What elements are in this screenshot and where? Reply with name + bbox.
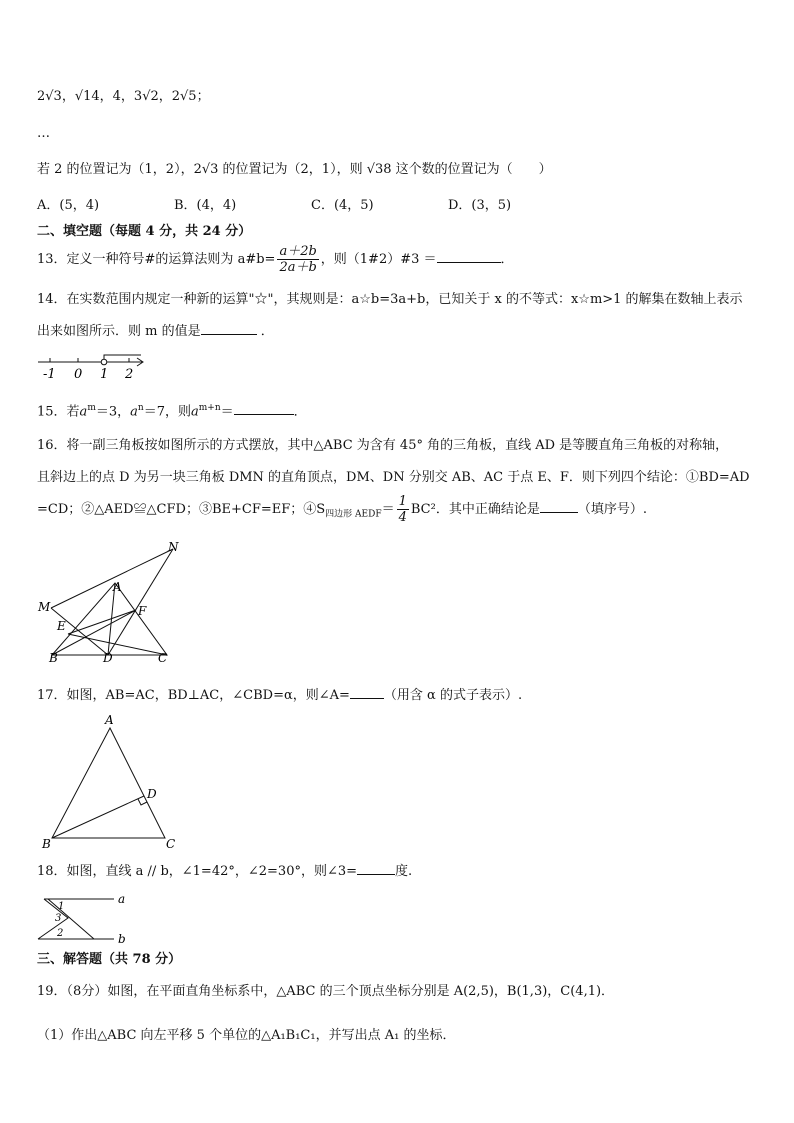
label-A: A xyxy=(113,580,122,594)
line-label-b: b xyxy=(118,932,126,946)
q15-exp-2: n xyxy=(137,403,144,413)
q12-options xyxy=(37,196,585,216)
q16-fraction xyxy=(397,494,409,525)
option-a[interactable]: A．(5，4) xyxy=(37,198,100,213)
label-D: D xyxy=(147,787,157,801)
q16-line3 xyxy=(37,493,647,532)
q15-base-2: a xyxy=(130,404,138,420)
q16-line2: 且斜边上的点 D 为另一块三角板 DMN 的直角顶点，DM、DN 分别交 AB、AC 于点 E、F．则下列四个结论：①BD=AD xyxy=(37,470,750,485)
q17-prefix: 17．如图，AB=AC，BD⊥AC，∠CBD=α，则∠A= xyxy=(37,688,350,703)
label-C: C xyxy=(158,651,168,665)
line-label-a: a xyxy=(118,892,126,906)
q13-frac-num: a＋2b xyxy=(279,244,317,259)
q17-suffix: （用含 α 的式子表示）. xyxy=(383,688,523,703)
label-M: M xyxy=(38,600,51,614)
label-N: N xyxy=(168,540,179,554)
q16-eq: ＝ xyxy=(381,502,395,517)
label-B: B xyxy=(49,651,58,665)
q15-exp-1: m xyxy=(87,403,96,413)
q18-prefix: 18．如图，直线 a // b，∠1=42°，∠2=30°，则∠3= xyxy=(37,864,358,879)
q16-line1: 16．将一副三角板按如图所示的方式摆放，其中△ABC 为含有 45° 角的三角板，直线 AD 是等腰直角三角板的对称轴， xyxy=(37,438,729,453)
axis-label-1: 1 xyxy=(100,367,109,382)
label-B: B xyxy=(42,837,51,851)
option-c[interactable]: C．(4，5) xyxy=(311,198,374,213)
q15-answer-blank[interactable] xyxy=(234,402,294,415)
q15-base-1: a xyxy=(79,404,88,420)
q15-exp-3: m+n xyxy=(198,403,221,413)
q15-prefix: 15．若 xyxy=(37,404,80,420)
q13-fraction xyxy=(277,244,318,275)
q16-answer-blank[interactable] xyxy=(540,500,578,513)
q15-base-3: a xyxy=(190,404,199,420)
section-2-title: 二、填空题（每题 4 分，共 24 分） xyxy=(37,224,252,239)
q16-line3-b: BC²．其中正确结论是 xyxy=(410,502,540,517)
angle-label-2: 2 xyxy=(57,928,64,939)
q15-suffix: ＝ xyxy=(220,404,234,420)
q15-mid-1: ＝3， xyxy=(95,404,131,420)
q16-frac-num: 1 xyxy=(398,494,407,509)
q13-answer-blank[interactable] xyxy=(437,250,501,263)
angle-label-3: 3 xyxy=(55,913,62,924)
axis-label-neg1: -1 xyxy=(43,367,56,382)
q14-line1: 14．在实数范围内规定一种新的运算"☆"，其规则是：a☆b=3a+b，已知关于 x 的不等式：x☆m>1 的解集在数轴上表示 xyxy=(37,292,743,307)
q13-frac-den: 2a＋b xyxy=(279,260,317,275)
ellipsis: … xyxy=(37,126,50,141)
axis-label-2: 2 xyxy=(125,367,134,382)
q14-number-line xyxy=(38,352,148,382)
label-F: F xyxy=(138,604,147,618)
q12-stem: 若 2 的位置记为（1，2），2√3 的位置记为（2，1），则 √38 这个数的位置记为（ ） xyxy=(37,162,552,177)
q17 xyxy=(37,686,522,706)
label-D: D xyxy=(103,651,113,665)
q15: 15．若$a^m=3$，$a^n=7$，则$a^{m+n}=$ ． xyxy=(37,403,307,420)
q17-answer-blank[interactable] xyxy=(350,686,384,699)
q19: 19．（8分）如图，在平面直角坐标系中，△ABC 的三个顶点坐标分别是 A(2,5)，B(1,3)，C(4,1)． xyxy=(37,984,615,999)
label-E: E xyxy=(57,619,66,633)
q16-line3-a: =CD；②△AED≌△CFD；③BE+CF=EF；④S xyxy=(37,502,326,517)
q16-line3-c: （填序号）. xyxy=(577,502,647,517)
label-C: C xyxy=(166,837,176,851)
option-b[interactable]: B．(4，4) xyxy=(174,198,237,213)
axis-label-0: 0 xyxy=(74,367,83,382)
q17-figure xyxy=(38,712,183,857)
q18 xyxy=(37,862,412,882)
q13: 13．定义一种符号#的运算法则为 a#b= $\frac{a+2b}{2a+b}$ ，则（1#2）#3 ＝ ． xyxy=(37,244,514,275)
q16-area-subscript: 四边形 AEDF xyxy=(325,509,382,520)
sequence-line: 2√3，√14，4，3√2，2√5； xyxy=(37,89,210,104)
q14-line2: 出来如图所示．则 m 的值是 ． xyxy=(37,324,274,339)
option-d[interactable]: D．(3，5) xyxy=(448,198,512,213)
q18-suffix: 度. xyxy=(395,864,413,879)
q14-answer-blank[interactable] xyxy=(201,322,257,335)
q16-frac-den: 4 xyxy=(398,510,407,525)
q19-part1: （1）作出△ABC 向左平移 5 个单位的△A₁B₁C₁，并写出点 A₁ 的坐标． xyxy=(37,1028,456,1043)
q13-prefix: 13．定义一种符号#的运算法则为 a#b= xyxy=(37,252,276,267)
q15-mid-2: ＝7，则 xyxy=(143,404,191,420)
q18-answer-blank[interactable] xyxy=(357,862,395,875)
q13-suffix: ，则（1#2）#3 ＝ xyxy=(320,252,437,267)
label-A: A xyxy=(105,713,114,727)
q16-figure xyxy=(30,538,190,668)
section-3-title: 三、解答题（共 78 分） xyxy=(37,952,182,967)
angle-label-1: 1 xyxy=(58,901,65,912)
q14-line2-text: 出来如图所示．则 m 的值是 xyxy=(37,324,201,339)
q18-figure xyxy=(34,888,134,948)
